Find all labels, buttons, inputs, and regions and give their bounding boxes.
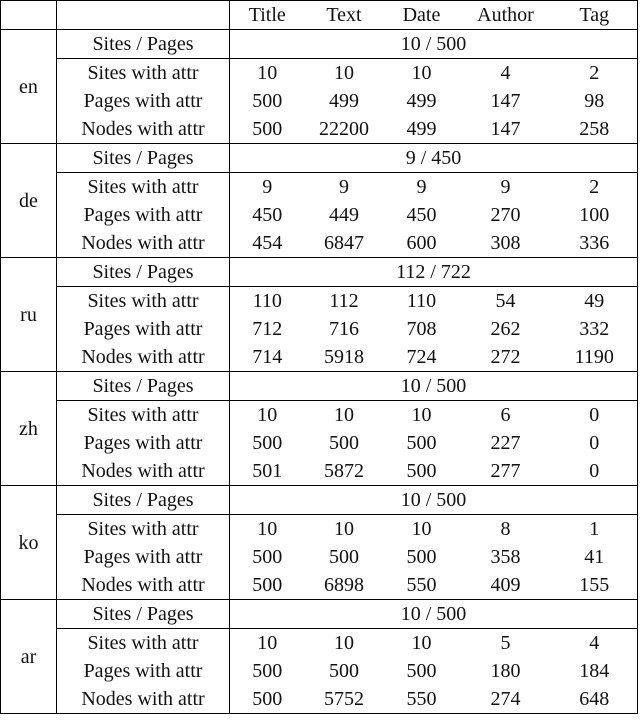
value-cell-date: 10 bbox=[384, 629, 460, 658]
value-cell-tag: 0 bbox=[552, 401, 638, 430]
table-row bbox=[1, 87, 638, 115]
value-cell-title: 500 bbox=[252, 660, 283, 682]
row-label: Pages with attr bbox=[57, 429, 230, 457]
value-cell-date: 499 bbox=[384, 115, 460, 144]
value-cell-date: 10 bbox=[384, 59, 460, 88]
value-cell-title: 10 bbox=[230, 515, 305, 544]
value-cell-author: 272 bbox=[460, 343, 552, 372]
sites-pages-label: Sites / Pages bbox=[57, 144, 230, 173]
stats-table-body bbox=[1, 1, 638, 714]
table-row bbox=[1, 201, 638, 229]
value-cell-author: 358 bbox=[490, 546, 521, 568]
table-row bbox=[1, 685, 638, 714]
value-cell-author: 277 bbox=[460, 457, 552, 486]
value-cell-date: 450 bbox=[406, 204, 437, 226]
column-header-title: Title bbox=[230, 1, 305, 30]
value-cell-tag: 648 bbox=[552, 685, 638, 714]
row-label: Nodes with attr bbox=[57, 457, 230, 486]
sites-pages-row bbox=[1, 258, 638, 287]
row-label: Pages with attr bbox=[57, 201, 230, 229]
row-label: Pages with attr bbox=[57, 315, 230, 343]
row-label: Pages with attr bbox=[57, 87, 230, 115]
value-cell-title: 501 bbox=[230, 457, 305, 486]
sites-pages-row bbox=[1, 600, 638, 629]
value-cell-text: 10 bbox=[305, 629, 384, 658]
value-cell-date: 708 bbox=[406, 318, 437, 340]
value-cell-author: 147 bbox=[460, 115, 552, 144]
value-cell-title: 454 bbox=[230, 229, 305, 258]
value-cell-text: 449 bbox=[329, 204, 359, 226]
header-label-cell bbox=[57, 1, 230, 30]
value-cell-author: 9 bbox=[460, 173, 552, 202]
sites-pages-value: 10 / 500 bbox=[230, 486, 638, 515]
value-cell-title: 500 bbox=[252, 432, 283, 454]
table-row bbox=[1, 515, 638, 544]
row-label: Sites with attr bbox=[57, 629, 230, 658]
table-row bbox=[1, 429, 638, 457]
value-cell-title: 9 bbox=[230, 173, 305, 202]
value-cell-title: 110 bbox=[230, 287, 305, 316]
value-cell-tag: 2 bbox=[552, 59, 638, 88]
table-row bbox=[1, 543, 638, 571]
column-header-tag: Tag bbox=[552, 1, 638, 30]
row-label: Sites with attr bbox=[57, 287, 230, 316]
table-row bbox=[1, 629, 638, 658]
value-cell-tag: 258 bbox=[552, 115, 638, 144]
value-cell-date: 110 bbox=[384, 287, 460, 316]
value-cell-date: 550 bbox=[384, 685, 460, 714]
value-cell-author: 5 bbox=[460, 629, 552, 658]
table-row bbox=[1, 229, 638, 258]
value-cell-text: 500 bbox=[329, 660, 359, 682]
value-cell-text: 22200 bbox=[305, 115, 384, 144]
sites-pages-value: 10 / 500 bbox=[230, 600, 638, 629]
language-cell: zh bbox=[1, 372, 57, 486]
header-row bbox=[1, 1, 638, 30]
table-row bbox=[1, 457, 638, 486]
value-cell-author: 8 bbox=[460, 515, 552, 544]
table-row bbox=[1, 59, 638, 88]
table-row bbox=[1, 343, 638, 372]
value-cell-text: 10 bbox=[305, 59, 384, 88]
row-label: Sites with attr bbox=[57, 515, 230, 544]
value-cell-title: 500 bbox=[252, 546, 283, 568]
table-row bbox=[1, 401, 638, 430]
sites-pages-row bbox=[1, 486, 638, 515]
row-label: Sites with attr bbox=[57, 401, 230, 430]
value-cell-author: 308 bbox=[460, 229, 552, 258]
column-header-text: Text bbox=[305, 1, 384, 30]
value-cell-author: 409 bbox=[460, 571, 552, 600]
value-cell-tag: 332 bbox=[552, 315, 638, 343]
value-cell-date: 10 bbox=[384, 515, 460, 544]
row-label: Nodes with attr bbox=[57, 229, 230, 258]
value-cell-title: 500 bbox=[230, 685, 305, 714]
value-cell-text: 499 bbox=[329, 90, 359, 112]
value-cell-date: 9 bbox=[384, 173, 460, 202]
value-cell-tag: 1190 bbox=[552, 343, 638, 372]
sites-pages-row bbox=[1, 30, 638, 59]
header-corner-cell bbox=[1, 1, 57, 30]
sites-pages-value: 9 / 450 bbox=[230, 144, 638, 173]
value-cell-author: 6 bbox=[460, 401, 552, 430]
row-label: Sites with attr bbox=[57, 173, 230, 202]
sites-pages-label: Sites / Pages bbox=[57, 486, 230, 515]
value-cell-title: 712 bbox=[252, 318, 283, 340]
value-cell-text: 716 bbox=[329, 318, 359, 340]
row-label: Nodes with attr bbox=[57, 685, 230, 714]
value-cell-tag: 49 bbox=[552, 287, 638, 316]
value-cell-date: 500 bbox=[384, 457, 460, 486]
sites-pages-row bbox=[1, 144, 638, 173]
row-label: Nodes with attr bbox=[57, 343, 230, 372]
column-header-date: Date bbox=[384, 1, 460, 30]
value-cell-date: 550 bbox=[384, 571, 460, 600]
value-cell-text: 10 bbox=[305, 401, 384, 430]
value-cell-text: 500 bbox=[329, 432, 359, 454]
value-cell-tag: 0 bbox=[552, 429, 638, 457]
value-cell-author: 227 bbox=[490, 432, 521, 454]
value-cell-title: 714 bbox=[230, 343, 305, 372]
row-label: Sites with attr bbox=[57, 59, 230, 88]
sites-pages-label: Sites / Pages bbox=[57, 600, 230, 629]
value-cell-author: 274 bbox=[460, 685, 552, 714]
value-cell-date: 724 bbox=[384, 343, 460, 372]
value-cell-text: 6898 bbox=[305, 571, 384, 600]
value-cell-date: 500 bbox=[406, 660, 437, 682]
value-cell-author: 180 bbox=[490, 660, 521, 682]
value-cell-tag: 1 bbox=[552, 515, 638, 544]
value-cell-tag: 2 bbox=[552, 173, 638, 202]
value-cell-tag: 0 bbox=[552, 457, 638, 486]
table-row bbox=[1, 115, 638, 144]
value-cell-date: 600 bbox=[384, 229, 460, 258]
value-cell-text: 500 bbox=[329, 546, 359, 568]
value-cell-text: 5872 bbox=[305, 457, 384, 486]
sites-pages-value: 10 / 500 bbox=[230, 372, 638, 401]
value-cell-author: 147 bbox=[490, 90, 521, 112]
row-label: Pages with attr bbox=[57, 657, 230, 685]
value-cell-tag: 336 bbox=[552, 229, 638, 258]
value-cell-text: 9 bbox=[305, 173, 384, 202]
value-cell-date: 10 bbox=[384, 401, 460, 430]
value-cell-text: 6847 bbox=[305, 229, 384, 258]
value-cell-date: 500 bbox=[406, 546, 437, 568]
value-cell-author: 54 bbox=[460, 287, 552, 316]
value-cell-title: 500 bbox=[230, 115, 305, 144]
value-cell-tag: 41 bbox=[552, 543, 638, 571]
value-cell-title: 500 bbox=[252, 90, 283, 112]
value-cell-author: 262 bbox=[490, 318, 521, 340]
table-row bbox=[1, 173, 638, 202]
row-label: Nodes with attr bbox=[57, 115, 230, 144]
value-cell-tag: 98 bbox=[552, 87, 638, 115]
language-cell: ko bbox=[1, 486, 57, 600]
value-cell-date: 499 bbox=[406, 90, 437, 112]
value-cell-text: 5752 bbox=[305, 685, 384, 714]
value-cell-title: 500 bbox=[230, 571, 305, 600]
value-cell-tag: 4 bbox=[552, 629, 638, 658]
value-cell-tag: 184 bbox=[552, 657, 638, 685]
value-cell-title: 450 bbox=[252, 204, 283, 226]
column-header-author: Author bbox=[460, 1, 552, 30]
value-cell-title: 10 bbox=[230, 59, 305, 88]
language-cell: ar bbox=[1, 600, 57, 714]
value-cell-author: 4 bbox=[460, 59, 552, 88]
sites-pages-row bbox=[1, 372, 638, 401]
language-cell: ru bbox=[1, 258, 57, 372]
language-cell: en bbox=[1, 30, 57, 144]
sites-pages-label: Sites / Pages bbox=[57, 30, 230, 59]
sites-pages-label: Sites / Pages bbox=[57, 258, 230, 287]
value-cell-tag: 155 bbox=[552, 571, 638, 600]
value-cell-text: 5918 bbox=[305, 343, 384, 372]
value-cell-text: 10 bbox=[305, 515, 384, 544]
row-label: Pages with attr bbox=[57, 543, 230, 571]
row-label: Nodes with attr bbox=[57, 571, 230, 600]
value-cell-author: 270 bbox=[490, 204, 521, 226]
sites-pages-value: 112 / 722 bbox=[230, 258, 638, 287]
sites-pages-label: Sites / Pages bbox=[57, 372, 230, 401]
value-cell-date: 500 bbox=[406, 432, 437, 454]
value-cell-text: 112 bbox=[305, 287, 384, 316]
value-cell-title: 10 bbox=[230, 629, 305, 658]
language-cell: de bbox=[1, 144, 57, 258]
table-row bbox=[1, 315, 638, 343]
value-cell-tag: 100 bbox=[552, 201, 638, 229]
value-cell-title: 10 bbox=[230, 401, 305, 430]
table-row bbox=[1, 571, 638, 600]
table-row bbox=[1, 657, 638, 685]
table-row bbox=[1, 287, 638, 316]
sites-pages-value: 10 / 500 bbox=[230, 30, 638, 59]
